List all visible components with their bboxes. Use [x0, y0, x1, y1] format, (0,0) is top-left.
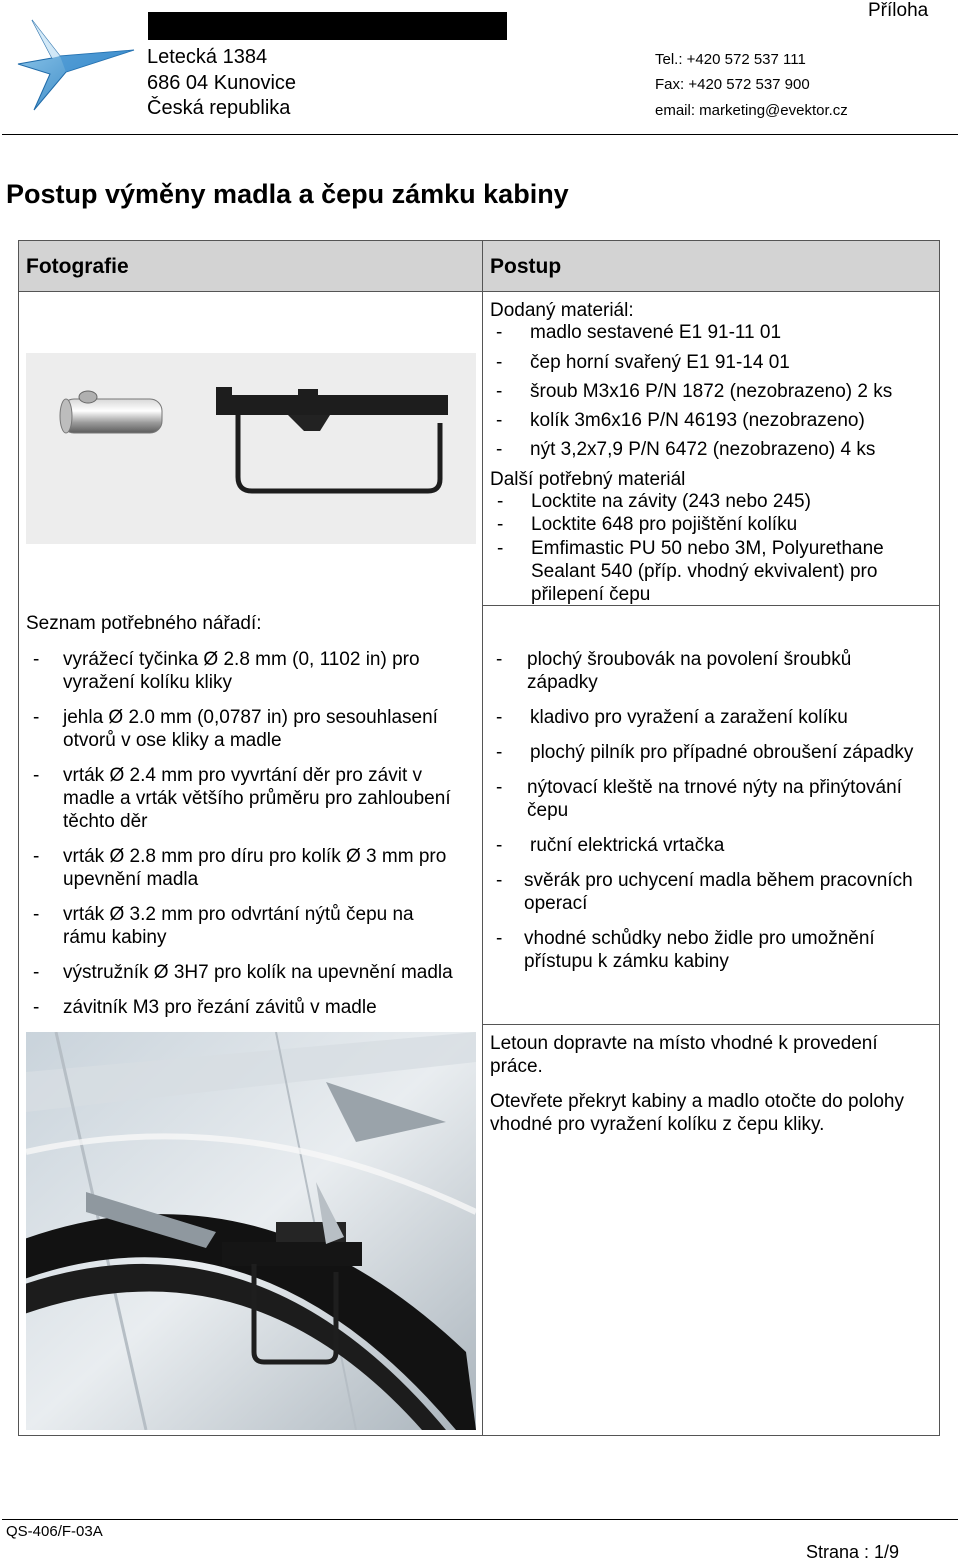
list-item — [496, 321, 926, 344]
list-dash: - — [496, 381, 503, 402]
list-dash: - — [496, 835, 503, 856]
list-dash: - — [33, 765, 40, 786]
list-dash: - — [496, 707, 503, 728]
list-dash: - — [496, 870, 503, 891]
parts-photo — [26, 353, 476, 544]
tools-label: Seznam potřebného nářadí: — [26, 613, 262, 634]
step-text-1: Letoun dopravte na místo vhodné k provedení práce. — [490, 1033, 878, 1077]
list-dash: - — [496, 439, 503, 460]
canopy-illustration — [26, 1032, 476, 1430]
step-text-2: Otevřete překryt kabiny a madlo otočte do polohy vhodné pro vyražení kolíku z čepu kliky. — [490, 1091, 905, 1135]
tool-item: kladivo pro vyražení a zaražení kolíku — [530, 707, 848, 728]
supplied-item: šroub M3x16 P/N 1872 (nezobrazeno) 2 ks — [530, 381, 893, 402]
company-name: EVEKTOR - AEROTECHNIK a.s. — [148, 12, 507, 39]
list-item — [497, 490, 927, 513]
list-dash: - — [33, 707, 40, 728]
supplied-item: kolík 3m6x16 P/N 46193 (nezobrazeno) — [530, 410, 865, 431]
other-item: Locktite na závity (243 nebo 245) — [531, 491, 811, 512]
footer-divider — [2, 1519, 958, 1520]
list-item — [497, 537, 927, 605]
list-item — [33, 996, 473, 1019]
other-material-label: Další potřebný materiál — [490, 469, 686, 490]
tool-item: ruční elektrická vrtačka — [530, 835, 725, 856]
company-country: Česká republika — [147, 97, 291, 119]
list-item — [33, 648, 473, 693]
company-phone: Tel.: +420 572 537 111 — [655, 51, 806, 68]
tool-item: závitník M3 pro řezání závitů v madle — [63, 997, 377, 1018]
company-email: email: marketing@evektor.cz — [655, 102, 848, 119]
tool-item: plochý pilník pro případné obroušení západky — [530, 742, 914, 763]
company-street: Letecká 1384 — [147, 46, 268, 68]
list-dash: - — [33, 846, 40, 867]
supplied-item: čep horní svařený E1 91-14 01 — [530, 352, 790, 373]
list-dash: - — [497, 491, 504, 512]
list-dash: - — [496, 649, 503, 670]
list-item — [496, 706, 936, 729]
list-dash: - — [497, 538, 504, 559]
tool-item: jehla Ø 2.0 mm (0,0787 in) pro sesouhlasení otvorů v ose kliky a madle — [63, 707, 438, 751]
tool-item: nýtovací kleště na trnové nýty na přinýtování čepu — [527, 777, 902, 821]
other-item: Locktite 648 pro pojištění kolíku — [531, 514, 798, 535]
column-divider — [482, 240, 483, 1436]
page-number: Strana : 1/9 — [806, 1542, 900, 1562]
supplied-item: nýt 3,2x7,9 P/N 6472 (nezobrazeno) 4 ks — [530, 439, 876, 460]
list-item — [496, 351, 926, 374]
list-item — [33, 706, 473, 751]
list-dash: - — [496, 928, 503, 949]
list-item — [33, 903, 473, 948]
list-item — [33, 961, 477, 984]
page-title: Postup výměny madla a čepu zámku kabiny — [6, 179, 569, 209]
tools-row-divider — [482, 1024, 940, 1025]
list-dash: - — [496, 352, 503, 373]
list-item — [496, 869, 936, 914]
list-dash: - — [33, 904, 40, 925]
list-item — [496, 409, 926, 432]
company-fax: Fax: +420 572 537 900 — [655, 76, 810, 93]
supplied-material-label: Dodaný materiál: — [490, 300, 634, 321]
form-code: QS-406/F-03A — [6, 1523, 103, 1540]
tool-item: vhodné schůdky nebo židle pro umožnění přístupu k zámku kabiny — [524, 928, 875, 972]
list-dash: - — [496, 777, 503, 798]
tool-item: vrták Ø 2.4 mm pro vyvrtání děr pro závit v madle a vrták většího průměru pro zahloubení těchto děr — [63, 765, 451, 832]
header-divider — [2, 134, 958, 135]
list-item — [496, 927, 936, 972]
supplied-item: madlo sestavené E1 91-11 01 — [530, 322, 782, 343]
tool-item: vyrážecí tyčinka Ø 2.8 mm (0, 1102 in) pro vyražení kolíku kliky — [63, 649, 420, 693]
list-item — [496, 438, 926, 461]
list-item — [33, 845, 473, 890]
canopy-lock-photo — [26, 1032, 476, 1430]
list-item — [33, 764, 473, 832]
tool-item: vrták Ø 3.2 mm pro odvrtání nýtů čepu na rámu kabiny — [63, 904, 414, 948]
tool-item: výstružník Ø 3H7 pro kolík na upevnění madla — [63, 962, 453, 983]
list-dash: - — [33, 962, 40, 983]
header-row-divider — [18, 291, 940, 292]
list-item — [496, 741, 936, 764]
list-dash: - — [33, 649, 40, 670]
evektor-logo — [14, 16, 138, 114]
column-header-procedure: Postup — [490, 255, 562, 278]
parts-illustration — [26, 353, 476, 544]
tool-item: svěrák pro uchycení madla během pracovních operací — [524, 870, 913, 914]
list-dash: - — [496, 410, 503, 431]
tool-item: vrták Ø 2.8 mm pro díru pro kolík Ø 3 mm pro upevnění madla — [63, 846, 447, 890]
column-header-photo: Fotografie — [26, 255, 129, 278]
annex-label: Příloha — [868, 0, 929, 21]
list-item — [497, 513, 927, 536]
list-item — [496, 380, 926, 403]
tool-item: plochý šroubovák na povolení šroubků západky — [527, 649, 852, 693]
list-item — [496, 648, 936, 693]
company-city: 686 04 Kunovice — [147, 72, 297, 94]
list-dash: - — [33, 997, 40, 1018]
other-item: Emfimastic PU 50 nebo 3M, Polyurethane Sealant 540 (příp. vhodný ekvivalent) pro přilepení čepu — [531, 538, 884, 605]
list-dash: - — [496, 742, 503, 763]
list-dash: - — [497, 514, 504, 535]
list-dash: - — [496, 322, 503, 343]
list-item — [496, 776, 936, 821]
list-item — [496, 834, 936, 857]
